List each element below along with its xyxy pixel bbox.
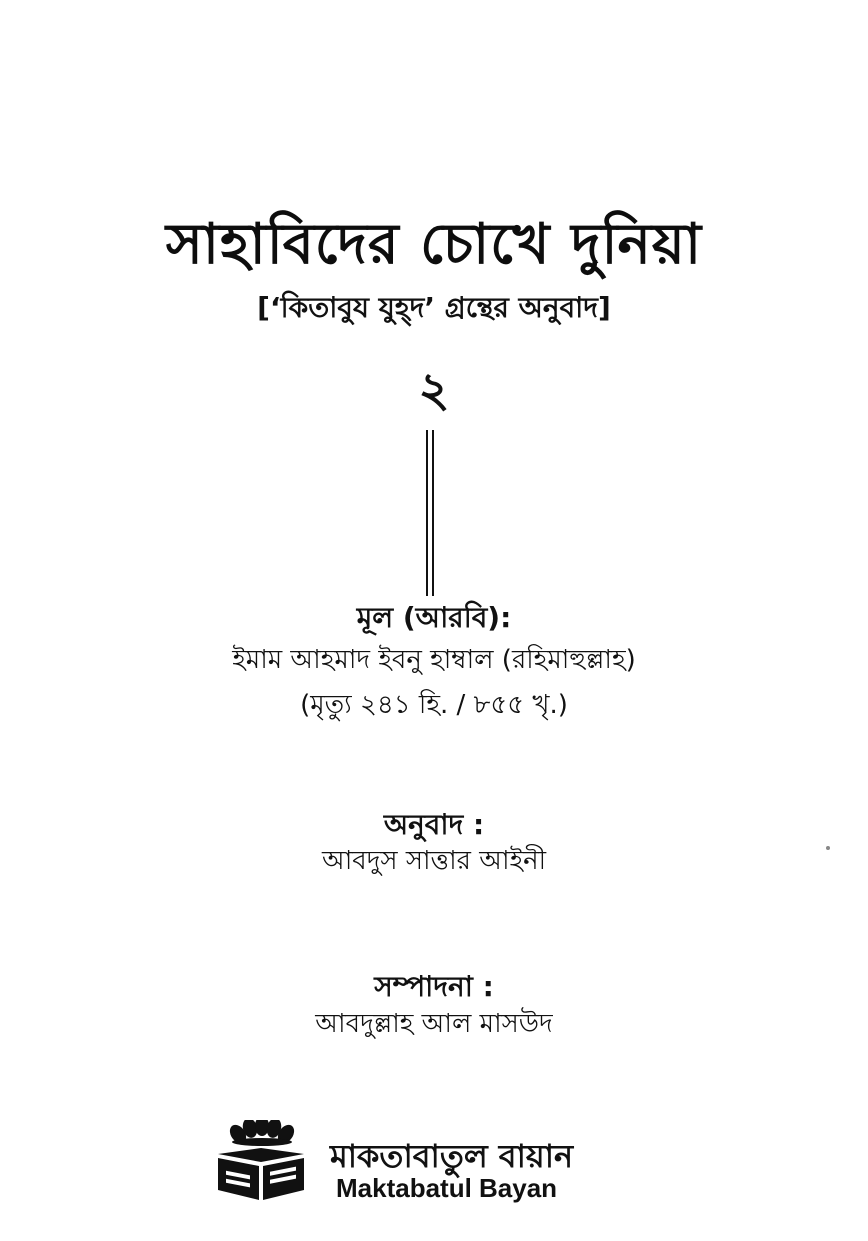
original-heading: মূল (আরবি): xyxy=(356,601,512,634)
translation-heading: অনুবাদ : xyxy=(383,808,485,841)
editing-heading: সম্পাদনা : xyxy=(374,970,494,1003)
volume-number: ২ xyxy=(418,362,450,418)
publisher-name-bengali: মাকতাবাতুল বায়ান xyxy=(330,1137,574,1175)
book-title: সাহাবিদের চোখে দুনিয়া xyxy=(165,212,703,277)
book-subtitle: [‘কিতাবুয যুহ্দ’ গ্রন্থের অনুবাদ] xyxy=(257,291,611,324)
double-line-divider xyxy=(424,430,436,596)
editor-name: আবদুল্লাহ আল মাসউদ xyxy=(315,1009,553,1039)
translator-name: আবদুস সাত্তার আইনী xyxy=(321,846,547,876)
book-stack-logo-icon xyxy=(212,1120,310,1202)
publisher-name-english: Maktabatul Bayan xyxy=(336,1173,558,1203)
page-speck xyxy=(826,846,830,850)
original-author-death: (মৃত্যু ২৪১ হি. / ৮৫৫ খৃ.) xyxy=(300,690,568,720)
publisher-block xyxy=(212,1120,672,1210)
original-author: ইমাম আহমাদ ইবনু হাম্বাল (রহিমাহুল্লাহ) xyxy=(232,645,636,675)
